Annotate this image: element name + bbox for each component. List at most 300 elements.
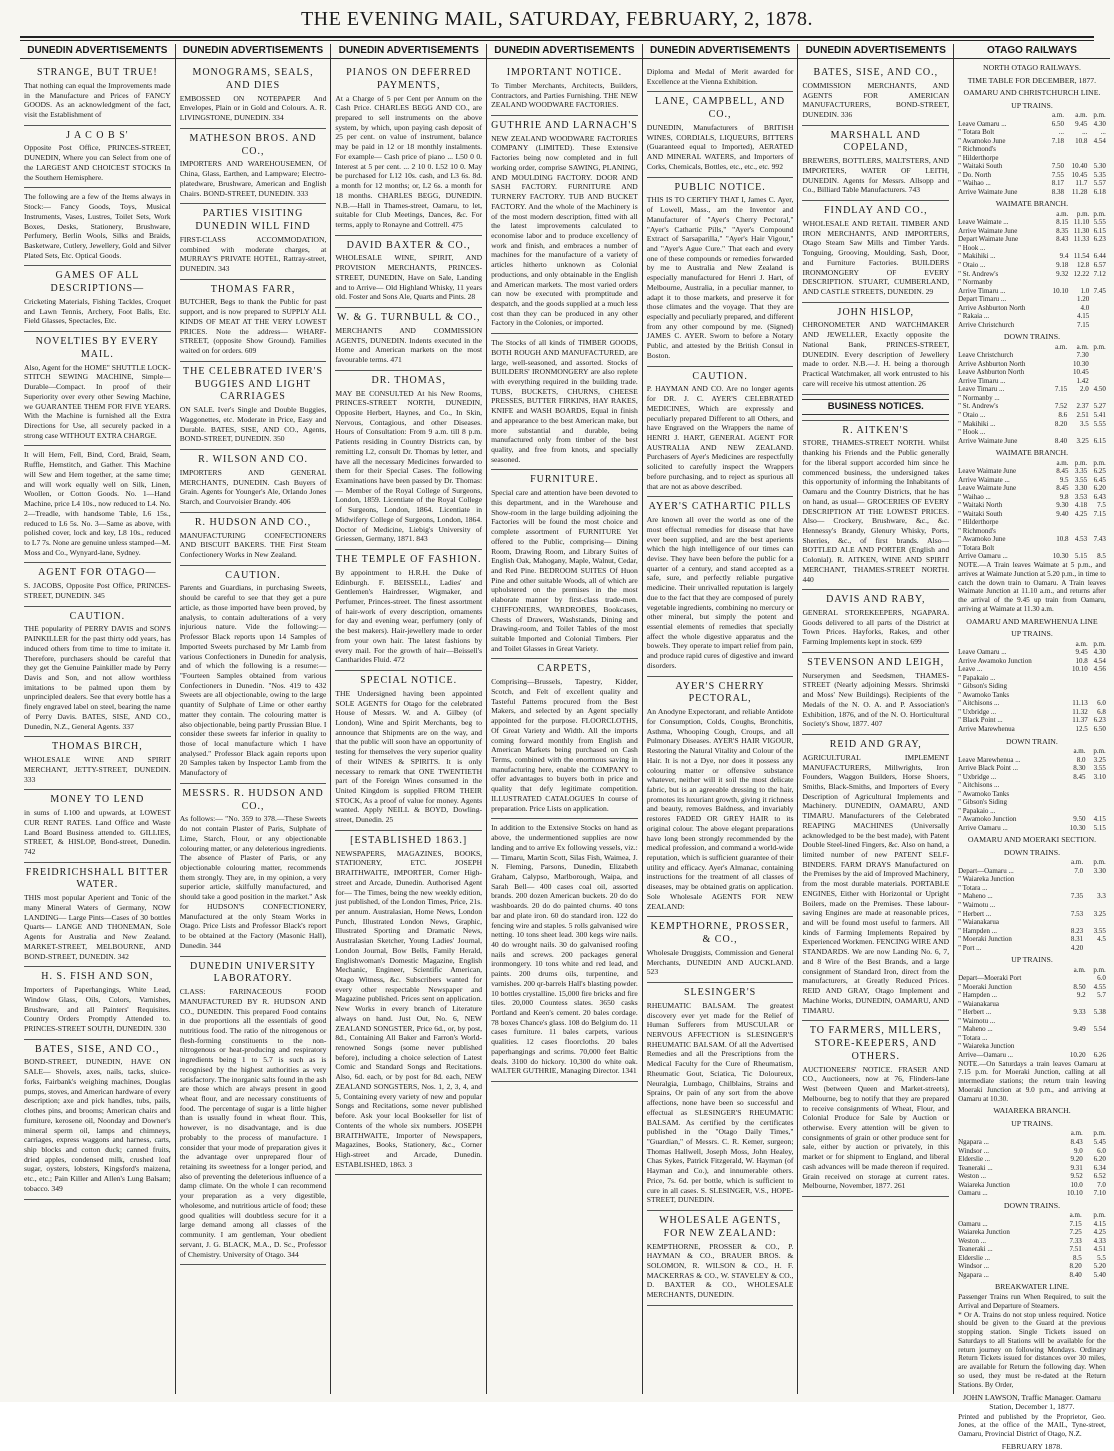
timetable [958, 111, 1106, 196]
advertisement [335, 308, 482, 371]
ad-body: THIS IS TO CERTIFY THAT I, James C. Ayer, of Lowell, Mass., am the Inventor and Manufacturer of "Ayer's Cherry Pectoral," "Ayer's Cathartic Pills," "Ayer's Compound Extract of Sarsaparilla," "Ayer's Hair Vigour," and "Ayer's Ague Cure." That each and every one of these compounds or remedies forwarded by me to Australia and New Zealand is especially manufactured for Henri J. Hart, of Melbourne, Australia, in a peculiar manner, to adapt it to those markets, and preserve it for those climates and the voyage. That they are especially and peculiarly prepared, and different from any other compound by me. (Signed) JAMES C. AYER. Sworn to before a Notary Public, and attested by the British Consul in Boston. [646, 195, 794, 360]
timetable-heading: OAMARU AND CHRISTCHURCH LINE. [963, 88, 1101, 97]
timetable-col-header: a.m. [1055, 342, 1068, 351]
time-cell: 9.50 [1073, 815, 1086, 824]
timetable-col-header: a.m. [1071, 858, 1084, 867]
time-cell [1089, 428, 1106, 437]
column-6 [798, 44, 954, 1394]
advertisement [802, 653, 949, 735]
timetable-row [958, 807, 1106, 816]
time-cell: 10.10 [1067, 1189, 1083, 1198]
timetable [958, 1129, 1106, 1197]
timetable-row [958, 128, 1106, 137]
ad-heading: AYER'S CHERRY PECTORAL, [675, 680, 765, 705]
timetable-row [958, 312, 1106, 321]
ad-heading: PARTIES VISITING DUNEDIN WILL FIND [195, 208, 311, 233]
time-cell: 8.43 [1070, 1137, 1083, 1146]
time-cell [1061, 918, 1083, 927]
time-cell [1083, 884, 1106, 893]
time-cell [1050, 360, 1067, 369]
time-cell [1060, 1034, 1085, 1043]
time-cell: 10.30 [1072, 359, 1089, 368]
ad-body: S. JACOBS, Opposite Post Office, PRINCES-STREET, DUNEDIN. 345 [24, 581, 171, 600]
timetable-row [958, 295, 1106, 304]
station-name: Leave Marewhenua ... [958, 755, 1021, 764]
time-cell: 3.55 [1093, 764, 1106, 773]
station-name: Arrive Black Point ... [958, 764, 1019, 773]
ad-body: Diploma and Medal of Merit awarded for Excellence at the Vienna Exhibition. [646, 67, 794, 86]
ad-body: AGRICULTURAL IMPLEMENT MANUFACTURERS, Millwrights, Iron Founders, Waggon Builders, Horse Shoers, Smiths, Black-Smiths, and Importers of Every Description of Agricultural Implements and Machinery. DUNEDIN, OAMARU, AND TIMARU. Manufacturers of the Celebrated REAPING MACHINES (Universally acknowledged to be the best made), with Patent Double Steel-lined Fingers, &c. Also on hand, a limited number of new PATENT SELF-BINDERS. FARM DRAYS Manufactured on the Premises by the aid of Improved Machinery, from the most durable materials. PORTABLE ENGINES, Either with Horizontal or Upright Boilers, made on the Premises. These labour-saving Engines are made at reasonable prices, and will be found most useful to farmers. All kinds of Farming Implements Repaired by Experienced Workmen. FENCING WIRE AND STANDARDS. We are now Landing No. 6, 7, and 8 Wire of the Best Brands, and a large consignment of Standard Iron, direct from the manufacturers, at Greatly Reduced Prices. REID AND GRAY, Otago Implement and Machine Works, DUNEDIN, OAMARU, AND TIMARU. [802, 752, 950, 1015]
time-cell: 8.23 [1070, 926, 1084, 935]
ad-heading: [ESTABLISHED 1863.] [350, 834, 468, 846]
advertisement [24, 446, 171, 563]
time-cell [1065, 691, 1088, 700]
timetable [958, 640, 1106, 734]
timetable-row [958, 674, 1106, 683]
time-cell: 5.30 [1093, 162, 1106, 171]
timetable-row [958, 1271, 1106, 1280]
column-1 [20, 44, 176, 1394]
time-cell [1046, 145, 1064, 154]
timetable-row [958, 927, 1106, 936]
time-cell [1045, 527, 1069, 536]
ad-heading: AYER'S CATHARTIC PILLS [648, 501, 792, 513]
time-cell [1060, 798, 1086, 807]
ad-heading: DR. THOMAS, [371, 374, 446, 386]
ad-heading: SPECIAL NOTICE. [360, 675, 458, 686]
time-cell: 7.51 [1069, 1245, 1082, 1254]
timetable-heading: TIME TABLE FOR DECEMBER, 1877. [967, 75, 1097, 85]
time-cell [1083, 875, 1106, 884]
timetable-heading: DOWN TRAINS. [1003, 332, 1061, 342]
advertisement [24, 563, 171, 606]
ad-body: In addition to the Extensive Stocks on hand as above, the undermentioned supplies are now landing and to arrive Ex following vessels, viz.:— Timaru, Martin Scott, Silas Fish, Waimea, J. N. Fleming, Parsons, Dunedin, Elizabeth Graham, Calypso, Marlborough, Waipa, and Sarah Bell— 400 cases coal oil, assorted brands. 200 dozen American buckets. 20 do do washboards. 20 do do painted churns. 40 tons bar and plate iron. 60 do standard iron. 122 do fencing wire and staples. 5 rolls galvanised wire netting. 10 tons sheet lead. 300 kegs wire nails. 40 do wrought nails. 30 do galvanised roofing nails and screws. 200 packages general ironmongery. 10 tons white and red lead, and paints. 200 drums oils, turpentine, and varnishes. 200 qr-barrels Hall's blasting powder. 10 bottles crystalline. 15,000 fire bricks and fire tiles. 20,000 Countess slates. 3650 casks Portland and Keen's cement. 20 bales cordage. 78 boxes Chance's glass. 108 do Belgium do. 11 cases furniture. 11 bales carpets, various qualities. 12 cases floorcloths. 20 bales paperhangings and scrims. 70,000 feet Baltic deals. 3100 do hickory. 10,300 do white oak. WALTER GUTHRIE, Managing Director. 1341 [491, 823, 638, 1076]
station-name: Arrive Waimate June [958, 226, 1018, 235]
time-cell: 5.57 [1093, 179, 1106, 188]
timetable-row [958, 725, 1106, 734]
advertisement [180, 280, 327, 362]
ad-body: BUTCHER, Begs to thank the Public for past support, and is now prepared to SUPPLY ALL KINDS OF MEAT AT THE VERY LOWEST PRICES. Note the address— WHARF-STREET, (opposite Show Ground). Families waited on for orders. 609 [179, 297, 327, 356]
time-cell [1060, 1042, 1085, 1051]
timetable-corner [958, 459, 1045, 468]
time-cell [1065, 674, 1088, 683]
station-name: " Waiareka Junction [958, 1042, 1015, 1051]
advertisement [647, 677, 794, 918]
station-name: " Totara Bolt [958, 128, 995, 137]
timetable-row [958, 867, 1106, 876]
timetable-heading: WAIMATE BRANCH. [995, 199, 1069, 209]
timetable-heading: NORTH OTAGO RAILWAYS. [983, 63, 1081, 72]
timetable-corner [958, 858, 1061, 867]
time-cell: 10.8 [1075, 656, 1088, 665]
timetable-row [958, 385, 1106, 394]
masthead: THE EVENING MAIL, SATURDAY, FEBRUARY, 2, 1878. [300, 8, 814, 30]
time-cell: 7.45 [1093, 286, 1106, 295]
station-name: " Richmond's [958, 145, 996, 154]
time-cell: 6.25 [1093, 467, 1106, 476]
station-name: " Richmond's [958, 526, 996, 535]
ad-heading: FINDLAY AND CO., [823, 205, 928, 217]
time-cell: 4.18 [1074, 501, 1088, 510]
station-name: Arrive Oamaru ... [958, 552, 1008, 561]
station-name: Leave Oamaru ... [958, 648, 1007, 657]
time-cell [1083, 944, 1106, 953]
station-name: Arrive Ashburton North [958, 303, 1026, 312]
time-cell: 9.49 [1073, 1025, 1086, 1034]
column-header: DUNEDIN ADVERTISEMENTS [643, 44, 798, 59]
timetable-row [958, 716, 1106, 725]
advertisement [180, 129, 327, 204]
time-cell: 5.20 [1093, 1262, 1106, 1271]
time-cell: 12.5 [1075, 725, 1088, 733]
timetable-row [958, 368, 1106, 377]
ad-body: Are known all over the world as one of the most effectual remedies for disease that have ever been supplied, and are the best aperients which the high intelligence of our times can devise. They have been before the public for a quarter of a century, and stand accepted as a safe, sure, and perfectly reliable purgative medicine. Their unrivalled reputation is largely due to the fact that they are composed of purely vegetable ingredients, combining no mercury or other mineral, but simply the potent and essential elements of remedies that specially affect the whole digestive apparatus and the bowels. They operate to impart relief from pain, and produce rapid cures of digestive and inward disorders. [646, 515, 794, 670]
timetable-row [958, 552, 1106, 561]
timetable-heading: BREAKWATER LINE. [994, 1282, 1069, 1292]
time-cell: 6.57 [1093, 261, 1106, 269]
timetable-row [958, 428, 1106, 437]
advertisement [647, 917, 794, 983]
time-cell [1089, 360, 1106, 369]
advertisement [335, 63, 482, 236]
time-cell: 11.33 [1073, 235, 1090, 244]
timetable-row [958, 394, 1106, 403]
time-cell: 7.12 [1093, 269, 1106, 278]
time-cell: 2.37 [1076, 402, 1089, 411]
time-cell [1047, 304, 1068, 313]
ad-body: WHOLESALE WINE AND SPIRIT MERCHANT, JETTY-STREET, DUNEDIN. 333 [24, 755, 171, 784]
timetable-corner [958, 966, 1060, 975]
station-name: Elderslie ... [958, 1253, 991, 1262]
time-cell [1088, 674, 1106, 683]
time-cell: 6.0 [1097, 1146, 1106, 1155]
ad-heading: R. AITKEN'S [842, 424, 910, 436]
time-cell: 11.32 [1072, 707, 1088, 716]
ad-body: STORE, THAMES-STREET NORTH. Whilst thanking his Friends and the Public generally for the liberal support accorded him since he commenced business, the undersigned takes this opportunity of informing the Inhabitants of Oamaru and the Country Districts, that he has on hand, as usual— GROCERIES OF EVERY DESCRIPTION AT THE LOWEST PRICES. Also— Crockery, Brushware, &c., &c. Hennessy's Brandy, Glenury Whisky, Ports, Sherries, &c., of first brands. Also— BOTTLED ALE AND PORTER (English and Colonial). R. AITKEN, WINE AND SPIRIT MERCHANT, THAMES-STREET NORTH. 440 [802, 438, 950, 584]
station-name: Arrive Christchurch [958, 320, 1015, 329]
timetable-row [958, 798, 1106, 807]
advertisement [491, 334, 638, 470]
station-name: Leave Waimate June [958, 467, 1017, 476]
ad-body: CLASS: FARINACEOUS FOOD MANUFACTURED BY R. HUDSON AND CO., DUNEDIN. This prepared Food contains in due proportions all the essentials of good nutritious food. The ratio of the nitrogenous or flesh-forming constituents to the non-nitrogenous or heat-producing and respiratory ingredients being 1 to 5.7 is such as is recognised by the highest authorities as very satisfactory. The inorganic salts found in the ash are those which are always present in good wheat flour, and are necessary constituents of food. The percentage of sugar is a little higher than is usually found in wheat flour. This, however, is no disadvantage, and is due probably to the process of manufacture. I consider that your mode of preparation gives it the advantage over unprepared flour of retaining its sweetness for a longer period, and also of preventing the deleterious influence of a damp climate. On the whole I can recommend your preparation as a very digestible, wholesome, and nutritious article of food; these good qualities will doubtless secure for it a large demand among all classes of the community. I am gentleman, Your obedient servant, J. G. BLACK, M.A., D. Sc., Professor of Chemistry. University of Otago. 344 [179, 987, 327, 1259]
time-cell: 4.25 [1093, 1228, 1106, 1237]
time-cell: 1.0 [1080, 286, 1090, 295]
time-cell [1060, 790, 1086, 799]
timetable-row [958, 944, 1106, 953]
station-name: Leave Oamaru ... [958, 119, 1007, 128]
timetable-row [958, 935, 1106, 944]
time-cell [1089, 304, 1106, 313]
station-name: " Rakaia ... [958, 312, 990, 321]
time-cell: 8.17 [1051, 179, 1064, 188]
time-cell: 6.20 [1093, 1155, 1106, 1164]
timetable-row [958, 1008, 1106, 1017]
time-cell [1087, 544, 1106, 553]
timetable-heading: WAIMATE BRANCH. [995, 448, 1069, 458]
timetable-col-header: p.m. [1093, 111, 1106, 119]
station-name: Leave Timaru ... [958, 385, 1005, 394]
time-cell [1061, 884, 1083, 893]
station-name: " Awamoko Tanks [958, 789, 1010, 798]
station-name: " Waihao ... [958, 179, 991, 188]
station-name: " Maheno ... [958, 892, 993, 901]
time-cell: 5.55 [1093, 419, 1106, 428]
time-cell [1060, 1017, 1085, 1026]
timetable-row [958, 287, 1106, 296]
time-cell: 6.15 [1093, 226, 1106, 235]
time-cell: 6.52 [1093, 1172, 1106, 1181]
timetable-col-header: p.m. [1076, 209, 1090, 218]
time-cell: 5.35 [1093, 170, 1106, 179]
ad-heading: CARPETS, [537, 663, 592, 675]
station-name: " Uxbridge ... [958, 772, 997, 781]
station-name: " Normanby [958, 278, 993, 287]
station-name: " Otaio ... [958, 411, 986, 419]
timetable-row [958, 918, 1106, 927]
station-name: Waiareka Junction [958, 1180, 1010, 1189]
time-cell: 10.0 [1070, 1180, 1083, 1189]
time-cell: 9.33 [1073, 1008, 1086, 1017]
station-name: Oamaru ... [958, 1219, 988, 1228]
timetable-row [958, 1017, 1106, 1026]
time-cell [1050, 428, 1067, 437]
station-name: Depart Timaru ... [958, 295, 1007, 304]
station-name: Arrive Awamoko Junction [958, 656, 1032, 665]
time-cell [1069, 527, 1088, 536]
timetable-row [958, 974, 1106, 983]
station-name: " Hilderthorpe [958, 518, 999, 527]
timetable-heading: NOTE.—A Train leaves Waimate at 5 p.m., and arrives at Waimate Junction at 5.20 p.m., in time to catch the down train to Oamaru. A Train leaves Waimate Junction at 11.10 a.m., and returns after the arrival of the 9.45 up train from Oamaru, arriving at Waimate at 11.30 a.m. [958, 561, 1106, 613]
timetable-heading: UP TRAINS. [1011, 629, 1053, 639]
station-name: Depart—Oamaru ... [958, 866, 1014, 875]
advertisement [802, 201, 949, 303]
station-name: " Port ... [958, 943, 982, 952]
timetable-col-header: a.m. [1069, 1211, 1082, 1220]
time-cell [1087, 154, 1105, 163]
time-cell: 4.50 [1093, 385, 1106, 394]
time-cell: 5.55 [1093, 218, 1106, 227]
time-cell: 7.15 [1077, 320, 1090, 329]
time-cell: 3.30 [1093, 866, 1106, 875]
station-name: Depart—Moeraki Port [958, 974, 1022, 983]
station-name: " Waimotu ... [958, 1016, 996, 1025]
time-cell: 11.10 [1073, 218, 1090, 227]
timetable-col-header: a.m. [1070, 1129, 1083, 1138]
station-name: Leave Christchurch [958, 351, 1014, 360]
ad-body: That nothing can equal the Improvements made in the Manufacture and Prices of FANCY GOODS. As an acknowledgment of the fact, visit the Establishment of [24, 80, 171, 119]
ad-heading: AGENT FOR OTAGO— [38, 567, 157, 579]
station-name: " Makihiki ... [958, 252, 996, 261]
time-cell [1086, 807, 1106, 816]
station-name: " Totara ... [958, 883, 988, 892]
time-cell: 10.8 [1056, 535, 1069, 544]
time-cell [1068, 244, 1089, 253]
ad-heading: STRANGE, BUT TRUE! [36, 67, 158, 78]
timetable-row [958, 1000, 1106, 1009]
advertisement [180, 63, 327, 129]
timetable-col-header: p.m. [1093, 639, 1106, 648]
time-cell [1089, 377, 1106, 386]
ad-body: NEW ZEALAND WOODWARE FACTORIES COMPANY (LIMITED). These Extensive Factories being now completed and in full working order, comprise SAWING, PLANING, AND MOULDING FACTORY. DOOR AND SASH FACTORY. FURNITURE AND TURNERY FACTORY. TUB AND BUCKET FACTORY. And the whole of the Machinery is of the most modern description, fitted with all the latest improvements calculated to economise labor and to produce excellency of work and finish, and embraces a number of machines for the manufacture of a variety of articles hitherto unknown as Colonial productions, and only obtainable in the English and American markets. The most varied orders can now be executed with promptitude and despatch, and the goods supplied at a much less cost than they can be produced in any other Factory in the Colonies, or imported. [491, 133, 638, 328]
ad-body: Parents and Guardians, in purchasing Sweets, should be careful to see that they get a pure article, as those imported have been proved, by analysis, to contain adulterations of a very injurious nature. Vide the following:— Professor Black reports upon 14 Samples of Imported Sweets purchased by Mr Lamb from various Confectioners in Dunedin for analysis, and of which the following is a resume:— "Fourteen Samples obtained from various Confectioners in Dunedin. "Nos. 419 to 432 Sweets are all objectionable, owing to the large quantity of Sulphate of Lime or other earthy matter they contain. The colouring matter is also objectionable, being partly Prussian Blue. I consider these sweets far inferior in quality to those of local manufacture which I have analysed." Professor Black again reports upon 20 Samples taken by Inspector Lamb from the Manufactory of [179, 583, 327, 778]
ad-body: RHEUMATIC BALSAM. The greatest discovery ever yet made for the Relief of Human Sufferers from MUSCULAR or NERVOUS AFFECTION is SLESINGER'S RHEUMATIC BALSAM. Of all the Advertised Remedies and all the Prescriptions from the Medical Faculty for the Cure of Rheumatism, Rheumatic Gout, Sciatica, Tic Doloureux, Neuralgia, Lumbago, Chilblains, Strains and Sprains, Or pain of any sort from the above affections, none have been so successful and effectual as SLESINGER'S RHEUMATIC BALSAM. As certified by the certificates published in the "Otago Daily Times," "Guardian," of Messrs. C. R. Kemer, surgeon; Thomas Hallwell, Joseph Moss, John Healey, Chas Sykes, Patrick Fitzgerald, W. Hayman (of Hayman and Co.), and innumerable others. Price, 7s. 6d. per bottle, which is sufficient to cure in all cases. S. SLESINGER, V.S., HOPE-STREET, DUNEDIN. [646, 1000, 794, 1205]
time-cell [1069, 518, 1088, 527]
time-cell: 9.45 [1075, 648, 1088, 657]
station-name: " Gibson's Siding [958, 798, 1007, 807]
advertisement [647, 178, 794, 367]
station-name: Windsor ... [958, 1146, 989, 1155]
time-cell: 3.55 [1093, 926, 1106, 935]
time-cell: 7.0 [1074, 866, 1084, 875]
ad-body: Also, Agent for the HOME" SHUTTLE LOCK-STITCH SEWING MACHINE, Simple—Durable—Compact. In proof of their Superiority over every other Sewing Machine, we GUARANTEE THEM FOR FIVE YEARS. With the Machine is furnished all the Extra Directions for Use, all securely packed in a strong case WITHOUT EXTRA CHARGE. [24, 362, 171, 440]
timetable-col-header: a.m. [1075, 111, 1088, 119]
ad-body: Importers of Paperhangings, White Lead, Window Glass, Oils, Colors, Varnishes, Brushware, and all Painters' Requisites. Country Orders Promptly Attended to. PRINCES-STREET SOUTH, DUNEDIN. 330 [24, 985, 171, 1033]
ad-heading: FREIDRICHSHALL BITTER WATER. [25, 866, 169, 891]
time-cell: 3.30 [1074, 484, 1088, 493]
time-cell [1089, 351, 1106, 360]
time-cell: 6.8 [1097, 707, 1106, 716]
advertisement [647, 983, 794, 1211]
advertisement [335, 831, 482, 1176]
time-cell: 8.38 [1051, 187, 1064, 196]
column-header: DUNEDIN ADVERTISEMENTS [487, 44, 642, 59]
ad-heading: NOVELTIES BY EVERY MAIL. [35, 336, 160, 360]
timetable-heading: JOHN LAWSON, Traffic Manager. Oamaru Station, December 1, 1877. [963, 1392, 1101, 1412]
time-cell: 8.20 [1054, 419, 1068, 428]
time-cell: 6.43 [1093, 492, 1106, 501]
ad-heading: PUBLIC NOTICE. [674, 181, 766, 193]
ad-heading: DAVID BAXTER & CO., [346, 239, 471, 251]
station-name: Leave Ashburton North [958, 368, 1025, 377]
station-name: " Waitaki North [958, 501, 1003, 510]
time-cell: 3.53 [1074, 492, 1088, 501]
ad-heading: BATES, SISE, AND CO., [813, 67, 939, 78]
advertisement [802, 303, 949, 395]
station-name: " Awamoko Tanks [958, 690, 1010, 699]
station-name: Weston ... [958, 1236, 986, 1245]
station-name: " Herbert ... [958, 1008, 992, 1017]
time-cell: 5.45 [1093, 1137, 1106, 1146]
timetable-row [958, 351, 1106, 360]
time-cell: 4.55 [1093, 982, 1106, 991]
advertisement [24, 1040, 171, 1200]
time-cell: 6.18 [1093, 187, 1106, 196]
advertisement [647, 367, 794, 498]
time-cell: 11.13 [1072, 699, 1088, 708]
time-cell [1060, 974, 1085, 983]
time-cell: 2.51 [1076, 411, 1089, 419]
time-cell [1068, 278, 1089, 287]
station-name: Arrive Ashburton North [958, 359, 1026, 368]
column-4 [487, 44, 643, 1394]
time-cell: 10.30 [1069, 823, 1086, 832]
station-name: Leave Waimate June [958, 484, 1017, 493]
time-cell: 8.40 [1054, 436, 1068, 445]
timetable-row [958, 1172, 1106, 1181]
timetable-heading: DOWN TRAIN. [1006, 736, 1058, 746]
time-cell: 11.37 [1072, 716, 1088, 725]
time-cell: 9.8 [1059, 492, 1069, 501]
station-name: " Makihiki ... [958, 419, 996, 428]
station-name: " Waiareka Junction [958, 875, 1015, 884]
timetable-heading: OAMARU AND MAREWHENUA LINE [966, 616, 1098, 626]
timetable-row [958, 137, 1106, 146]
time-cell: 7.5 [1097, 501, 1106, 510]
time-cell: 3.5 [1079, 419, 1089, 428]
timetable-row [958, 1181, 1106, 1190]
time-cell: 6.45 [1093, 475, 1106, 484]
station-name: " Awamoko Junction [958, 815, 1017, 824]
time-cell [1087, 145, 1105, 154]
column-5 [643, 44, 799, 1394]
station-name: " Papakaio ... [958, 806, 996, 815]
timetable-row [958, 910, 1106, 919]
timetable-row [958, 1051, 1106, 1060]
timetable-row [958, 188, 1106, 197]
advertisement [24, 332, 171, 446]
timetable-row [958, 270, 1106, 279]
timetable-row [958, 682, 1106, 691]
time-cell: 11.28 [1071, 187, 1088, 196]
time-cell: 7.33 [1069, 1236, 1082, 1245]
ad-heading: MONOGRAMS, SEALS, AND DIES [192, 67, 314, 91]
station-name: " St. Andrew's [958, 269, 999, 278]
timetable-heading: UP TRAINS. [1011, 955, 1053, 965]
advertisement [647, 92, 794, 177]
advertisement [24, 790, 171, 862]
timetable-row [958, 145, 1106, 154]
station-name: Oamaru ... [958, 1189, 988, 1198]
timetable-row [958, 162, 1106, 171]
timetable [958, 343, 1106, 445]
time-cell: 4.56 [1093, 665, 1106, 674]
time-cell [1086, 781, 1106, 790]
time-cell: 4.33 [1093, 1236, 1106, 1245]
timetable-row [958, 790, 1106, 799]
ad-heading: STEVENSON AND LEIGH, [807, 656, 945, 668]
timetable-row [958, 1034, 1106, 1043]
time-cell [1086, 790, 1106, 799]
ad-body: THE popularity of PERRY DAVIS and SON'S PAINKILLER for the past thirty odd years, has induced others from time to time to imitate it. Therefore, purchasers should be careful that they get the Genuine Painkiller made by Perry Davis and Son, and not allow worthless imitations to be palmed upon them by unprincipled dealers. See that every bottle has a finely engraved label on steel, bearing the name of Perry Davis. BATES, SISE, AND CO., Dunedin, N.Z., General Agents. 337 [24, 624, 171, 731]
timetable-row [958, 218, 1106, 227]
timetable-row [958, 983, 1106, 992]
time-cell [1047, 312, 1068, 321]
timetable-row [958, 544, 1106, 553]
time-cell [1086, 1034, 1106, 1043]
timetable-row [958, 1228, 1106, 1237]
time-cell: 7.52 [1054, 402, 1068, 411]
advertisement [180, 362, 327, 450]
station-name: Ngapara ... [958, 1137, 989, 1146]
timetable [958, 747, 1106, 832]
timetable-row [958, 657, 1106, 666]
time-cell: 4.30 [1093, 119, 1106, 128]
timetable-row [958, 518, 1106, 527]
timetable-row [958, 501, 1106, 510]
station-name: " Waitaki South [958, 509, 1003, 518]
time-cell [1064, 145, 1087, 154]
time-cell: 3.25 [1093, 909, 1106, 918]
advertisement [491, 470, 638, 659]
timetable-row [958, 261, 1106, 270]
time-cell: 8.5 [1072, 1253, 1082, 1262]
timetable [958, 966, 1106, 1060]
ad-heading: R. HUDSON AND CO., [194, 516, 312, 528]
time-cell: 5.15 [1074, 552, 1088, 561]
ad-heading: W. & G. TURNBULL & CO., [336, 312, 481, 324]
advertisement [180, 513, 327, 566]
time-cell [1089, 312, 1106, 321]
